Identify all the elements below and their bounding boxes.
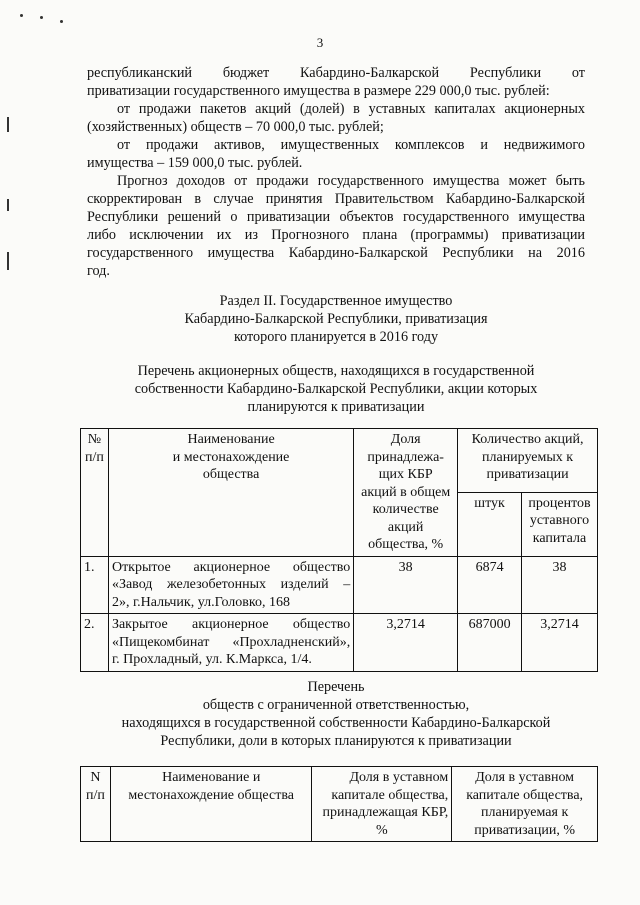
header-text: капитала xyxy=(532,530,587,546)
cell-text: Открытое акционерное общество xyxy=(111,559,351,575)
header-text: Количество акций, xyxy=(471,432,584,447)
header-text: капитале общества, xyxy=(466,787,584,803)
header-share-kbr xyxy=(312,767,452,842)
list-title-line: Перечень акционерных обществ, находящихся в государственной xyxy=(137,363,535,379)
text-line: от продажи активов, имущественных комплексов и недвижимого xyxy=(117,137,585,153)
header-text: и местонахождение xyxy=(172,449,290,465)
text-line: республиканский бюджет Кабардино-Балкарской Республики от xyxy=(87,65,585,81)
llc-table xyxy=(80,766,598,842)
row-share: 38 xyxy=(354,556,458,614)
row-percent: 38 xyxy=(522,556,598,614)
list-title-line: Перечень xyxy=(307,679,365,695)
cell-text: 2», г.Нальчик, ул.Головко, 168 xyxy=(111,594,290,610)
scan-mark-left-1 xyxy=(7,117,9,132)
ooo-list-title xyxy=(87,678,585,750)
list-title-line: собственности Кабардино-Балкарской Республики, акции которых xyxy=(134,381,538,397)
list-title-line: планируются к приватизации xyxy=(247,399,425,415)
row-num: 2. xyxy=(81,614,109,672)
scan-mark-left-3 xyxy=(7,252,9,270)
text-line: либо исключении их из Прогнозного плана (программы) приватизации xyxy=(87,227,585,243)
page-number: 3 xyxy=(316,35,324,50)
text-line: (хозяйственных) обществ – 70 000,0 тыс. рублей; xyxy=(87,119,384,135)
ao-list-title xyxy=(87,362,585,416)
header-qty-group xyxy=(458,429,598,493)
table-row xyxy=(81,556,598,614)
header-text: % xyxy=(376,822,388,838)
header-name xyxy=(110,767,312,842)
header-text: приватизации xyxy=(486,467,569,482)
scan-mark-top-1 xyxy=(20,14,23,17)
header-percent xyxy=(522,492,598,556)
header-text: акций в общем xyxy=(361,484,451,500)
header-num xyxy=(81,767,111,842)
header-name xyxy=(108,429,353,557)
paragraph-forecast xyxy=(87,172,585,280)
text-line: государственного имущества Кабардино-Балкарской Республики на 2016 xyxy=(87,245,585,261)
table-header-row xyxy=(81,767,598,842)
text-line: от продажи пакетов акций (долей) в уставных капиталах акционерных xyxy=(117,101,585,117)
row-name xyxy=(108,556,353,614)
section-title-line: которого планируется в 2016 году xyxy=(233,329,439,345)
paragraph-shares xyxy=(87,100,585,136)
header-text: местонахождение общества xyxy=(128,787,294,803)
header-num xyxy=(81,429,109,557)
intro-text xyxy=(87,64,585,280)
paragraph-assets xyxy=(87,136,585,172)
row-name xyxy=(108,614,353,672)
header-text: капитале общества, xyxy=(331,787,449,803)
text-line: год. xyxy=(87,263,110,279)
cell-text: г. Прохладный, ул. К.Маркса, 1/4. xyxy=(111,652,312,667)
header-text: общества, % xyxy=(368,537,444,552)
header-share-privatization xyxy=(452,767,598,842)
cell-text: Закрытое акционерное общество xyxy=(111,617,351,632)
cell-text: «Пищекомбинат «Прохладненский», xyxy=(111,634,351,650)
header-text: щих КБР xyxy=(378,467,433,482)
scan-mark-top-3 xyxy=(60,20,63,23)
header-text: п/п xyxy=(85,449,104,465)
header-text: п/п xyxy=(86,787,105,803)
row-percent: 3,2714 xyxy=(522,614,598,672)
row-num: 1. xyxy=(81,556,109,614)
header-text: общества xyxy=(202,467,260,482)
header-text: Наименование и xyxy=(162,770,261,785)
text-line: имущества – 159 000,0 тыс. рублей. xyxy=(87,155,303,171)
header-text: планируемых к xyxy=(482,449,574,465)
header-text: процентов xyxy=(528,495,591,511)
header-text: принадлежащая КБР, xyxy=(322,805,449,820)
header-text: принадлежа- xyxy=(367,449,444,465)
section-title-line: Раздел II. Государственное имущество xyxy=(219,293,453,309)
header-text: приватизации, % xyxy=(474,822,576,838)
header-share xyxy=(354,429,458,557)
section-title-line: Кабардино-Балкарской Республики, приватизация xyxy=(184,311,488,327)
header-pieces xyxy=(458,492,522,556)
row-pieces: 687000 xyxy=(458,614,522,672)
header-text: уставного xyxy=(529,513,590,529)
row-share: 3,2714 xyxy=(354,614,458,672)
text-line: Республики решений о приватизации объектов государственного имущества xyxy=(87,209,585,225)
table-row xyxy=(81,614,598,672)
paragraph-budget xyxy=(87,64,585,100)
list-title-line: обществ с ограниченной ответственностью, xyxy=(202,697,470,713)
text-line: скорректирован в случае принятия Правительством Кабардино-Балкарской xyxy=(87,191,585,207)
text-line: приватизации государственного имущества в размере 229 000,0 тыс. рублей: xyxy=(87,83,550,99)
text-line: Прогноз доходов от продажи государственного имущества может быть xyxy=(117,173,585,189)
cell-text: «Завод железобетонных изделий – xyxy=(111,577,351,592)
list-title-line: Республики, доли в которых планируются к приватизации xyxy=(160,733,512,749)
header-text: Наименование xyxy=(187,432,275,447)
header-text: Доля в уставном xyxy=(349,770,449,785)
header-text: N xyxy=(90,770,101,785)
list-title-line: находящихся в государственной собственности Кабардино-Балкарской xyxy=(121,715,551,731)
header-text: планируемая к xyxy=(481,805,569,820)
table-header-row xyxy=(81,429,598,493)
section-title xyxy=(87,292,585,346)
row-pieces: 6874 xyxy=(458,556,522,614)
header-text: Доля в уставном xyxy=(475,770,575,785)
scan-mark-left-2 xyxy=(7,199,9,211)
header-text: акций xyxy=(387,519,424,535)
header-text: штук xyxy=(474,495,505,511)
header-text: № xyxy=(87,432,102,447)
header-text: количестве xyxy=(372,502,439,517)
joint-stock-companies-table xyxy=(80,428,598,672)
header-text: Доля xyxy=(390,432,421,447)
scan-mark-top-2 xyxy=(40,16,43,19)
